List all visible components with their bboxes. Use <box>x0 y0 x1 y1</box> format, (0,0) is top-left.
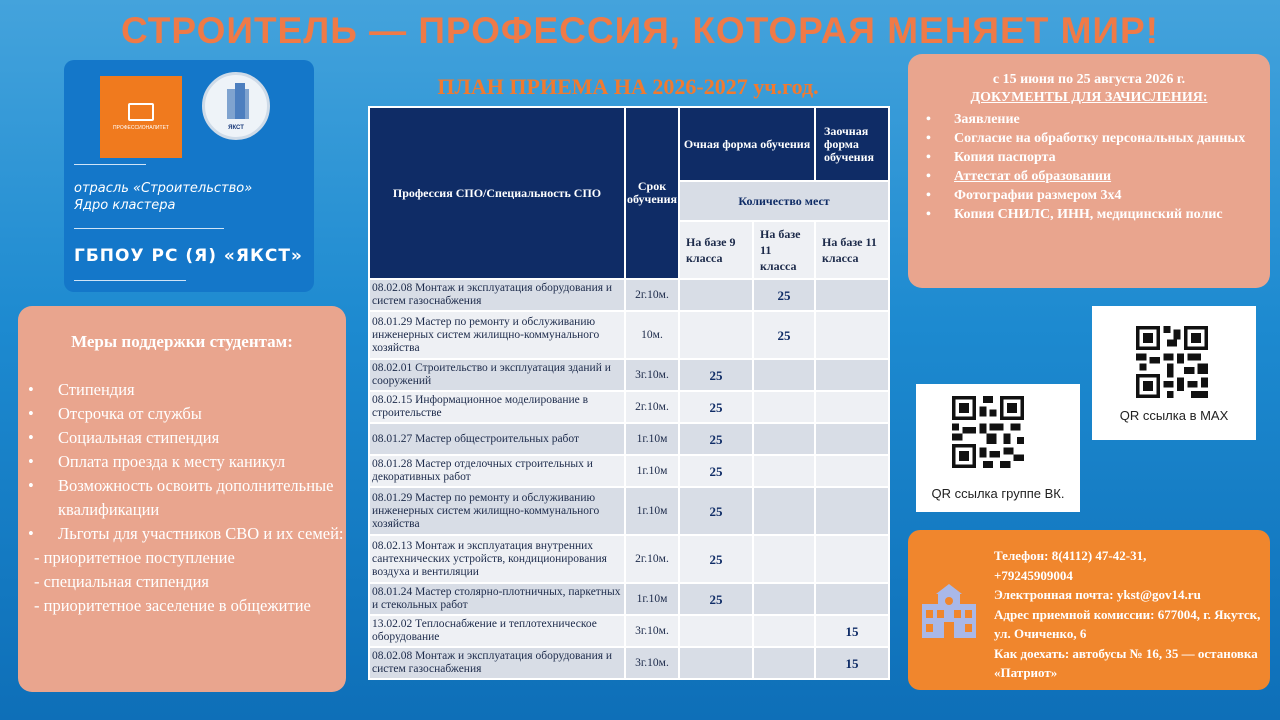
cell-base11 <box>753 487 815 535</box>
cell-profession: 08.01.29 Мастер по ремонту и обслуживанию инженерных систем жилищно-коммунального хозяйства <box>369 487 625 535</box>
qr-label-max: QR ссылка в MAX <box>1119 408 1229 423</box>
table-row <box>369 647 889 679</box>
cell-base11: 25 <box>753 279 815 311</box>
contact-info <box>994 546 1266 683</box>
cluster-line: Ядро кластера <box>74 198 176 213</box>
cell-term: 1г.10м <box>625 487 679 535</box>
support-sublist <box>20 546 344 618</box>
cell-parttime: 15 <box>815 615 889 647</box>
cell-profession: 08.01.28 Мастер отделочных строительных и декоративных работ <box>369 455 625 487</box>
cell-parttime <box>815 311 889 359</box>
cell-base9 <box>679 615 753 647</box>
contact-address: Адрес приемной комиссии: 677004, г. Якутск, ул. Очиченко, 6 <box>994 606 1261 641</box>
cell-base11 <box>753 455 815 487</box>
cell-profession: 08.02.13 Монтаж и эксплуатация внутренних сантехнических устройств, кондиционирования воздуха и вентиляции <box>369 535 625 583</box>
table-row <box>369 391 889 423</box>
cell-base11 <box>753 391 815 423</box>
cell-profession: 08.01.29 Мастер по ремонту и обслуживанию инженерных систем жилищно-коммунального хозяйства <box>369 311 625 359</box>
documents-heading: ДОКУМЕНТЫ ДЛЯ ЗАЧИСЛЕНИЯ: <box>970 90 1208 105</box>
contact-card <box>908 530 1270 690</box>
cell-base9: 25 <box>679 583 753 615</box>
industry-line: отрасль «Строительство» <box>74 181 253 196</box>
cell-parttime <box>815 583 889 615</box>
cell-base11: 25 <box>753 311 815 359</box>
cell-base11 <box>753 615 815 647</box>
cell-profession: 08.02.01 Строительство и эксплуатация зданий и сооружений <box>369 359 625 391</box>
col-header-quantity: Количество мест <box>679 181 889 221</box>
cell-parttime <box>815 391 889 423</box>
document-item: • Копия паспорта <box>926 148 1258 167</box>
support-subitem: - приоритетное заселение в общежитие <box>34 596 311 615</box>
document-item: • Фотографии размером 3х4 <box>926 186 1258 205</box>
cell-term: 10м. <box>625 311 679 359</box>
table-row <box>369 487 889 535</box>
logo-card <box>64 60 314 292</box>
col-header-base9: На базе 9 класса <box>679 221 753 279</box>
cell-term: 3г.10м. <box>625 615 679 647</box>
cell-parttime <box>815 359 889 391</box>
cell-base9: 25 <box>679 423 753 455</box>
qr-card-vk[interactable] <box>916 384 1080 512</box>
qr-card-max[interactable] <box>1092 306 1256 440</box>
table-row <box>369 279 889 311</box>
cell-base9: 25 <box>679 487 753 535</box>
table-row <box>369 535 889 583</box>
cell-term: 1г.10м <box>625 583 679 615</box>
cell-base11 <box>753 535 815 583</box>
cell-term: 2г.10м. <box>625 279 679 311</box>
cell-profession: 08.01.24 Мастер столярно-плотничных, паркетных и стекольных работ <box>369 583 625 615</box>
cell-profession: 08.01.27 Мастер общестроительных работ <box>369 423 625 455</box>
support-item: • Стипендия <box>28 378 344 402</box>
col-header-base11: На базе 11 класса <box>753 221 815 279</box>
qr-label-vk: QR ссылка группе ВК. <box>931 486 1065 501</box>
qr-code-icon[interactable] <box>1136 326 1208 398</box>
support-subitem: - специальная стипендия <box>34 572 210 591</box>
cell-base11 <box>753 583 815 615</box>
table-row <box>369 359 889 391</box>
industry-text <box>74 180 252 214</box>
college-logo-tower-icon <box>235 83 245 119</box>
cell-profession: 08.02.15 Информационное моделирование в строительстве <box>369 391 625 423</box>
cell-base11 <box>753 359 815 391</box>
col-header-term: Срок обучения <box>625 107 679 279</box>
cell-base9: 25 <box>679 391 753 423</box>
college-logo-text: ЯКСТ <box>228 125 244 131</box>
cell-base9 <box>679 647 753 679</box>
cell-base11 <box>753 647 815 679</box>
contact-phone[interactable]: Телефон: 8(4112) 47-42-31, <box>994 548 1147 563</box>
cell-term: 1г.10м <box>625 455 679 487</box>
cell-parttime <box>815 279 889 311</box>
cluster-logo-icon <box>128 103 154 121</box>
support-item: • Социальная стипендия <box>28 426 344 450</box>
cell-profession: 13.02.02 Теплоснабжение и теплотехническое оборудование <box>369 615 625 647</box>
cell-base9 <box>679 279 753 311</box>
cell-profession: 08.02.08 Монтаж и эксплуатация оборудования и систем газоснабжения <box>369 647 625 679</box>
table-row <box>369 583 889 615</box>
cell-term: 3г.10м. <box>625 647 679 679</box>
document-item <box>926 167 1258 186</box>
cluster-logo-caption: ПРОФЕССИОНАЛИТЕТ <box>113 125 169 131</box>
contact-email[interactable]: Электронная почта: ykst@gov14.ru <box>994 587 1201 602</box>
support-item: • Оплата проезда к месту каникул <box>28 450 344 474</box>
cell-base9: 25 <box>679 455 753 487</box>
divider <box>74 280 186 281</box>
admission-dates: с 15 июня по 25 августа 2026 г. <box>992 72 1186 87</box>
table-row <box>369 423 889 455</box>
table-row <box>369 311 889 359</box>
support-card <box>18 306 346 692</box>
college-logo <box>202 72 270 140</box>
support-list <box>28 378 344 618</box>
school-building-icon <box>918 580 980 642</box>
support-subitem: - приоритетное поступление <box>34 548 235 567</box>
support-title: Меры поддержки студентам: <box>71 332 293 351</box>
document-item: • Копия СНИЛС, ИНН, медицинский полис <box>926 205 1258 224</box>
divider <box>74 228 224 229</box>
cell-term: 3г.10м. <box>625 359 679 391</box>
documents-list <box>926 110 1258 224</box>
admission-plan-table <box>368 106 890 680</box>
plan-title: ПЛАН ПРИЕМА НА 2026-2027 уч.год. <box>437 74 819 99</box>
document-item: • Согласие на обработку персональных данных <box>926 129 1258 148</box>
cluster-logo <box>100 76 182 158</box>
cell-term: 1г.10м <box>625 423 679 455</box>
qr-code-icon[interactable] <box>952 396 1024 468</box>
documents-card <box>908 54 1270 288</box>
cell-parttime <box>815 487 889 535</box>
contact-route: Как доехать: автобусы № 16, 35 — остановка «Патриот» <box>994 645 1258 680</box>
cell-term: 2г.10м. <box>625 391 679 423</box>
cell-base9: 25 <box>679 359 753 391</box>
table-row <box>369 615 889 647</box>
document-item-text: Аттестат об образовании <box>954 169 1112 184</box>
col-header-profession: Профессия СПО/Специальность СПО <box>369 107 625 279</box>
divider <box>74 164 146 165</box>
cell-base9 <box>679 311 753 359</box>
cell-parttime: 15 <box>815 647 889 679</box>
document-item: • Заявление <box>926 110 1258 129</box>
table-row <box>369 455 889 487</box>
col-header-base11-parttime: На базе 11 класса <box>815 221 889 279</box>
cell-base9: 25 <box>679 535 753 583</box>
cell-profession: 08.02.08 Монтаж и эксплуатация оборудования и систем газоснабжения <box>369 279 625 311</box>
contact-phone-mobile[interactable]: +79245909004 <box>994 567 1073 583</box>
cell-term: 2г.10м. <box>625 535 679 583</box>
col-header-fulltime: Очная форма обучения <box>679 107 815 181</box>
support-item: • Отсрочка от службы <box>28 402 344 426</box>
cell-parttime <box>815 455 889 487</box>
support-item: • Льготы для участников СВО и их семей: <box>28 522 344 546</box>
cell-base11 <box>753 423 815 455</box>
page-title: СТРОИТЕЛЬ — ПРОФЕССИЯ, КОТОРАЯ МЕНЯЕТ МИР! <box>120 10 1159 51</box>
org-name: ГБПОУ РС (Я) «ЯКСТ» <box>74 246 303 266</box>
cell-parttime <box>815 423 889 455</box>
cell-parttime <box>815 535 889 583</box>
support-item: • Возможность освоить дополнительные квалификации <box>28 474 344 522</box>
col-header-parttime: Заочная форма обучения <box>815 107 889 181</box>
